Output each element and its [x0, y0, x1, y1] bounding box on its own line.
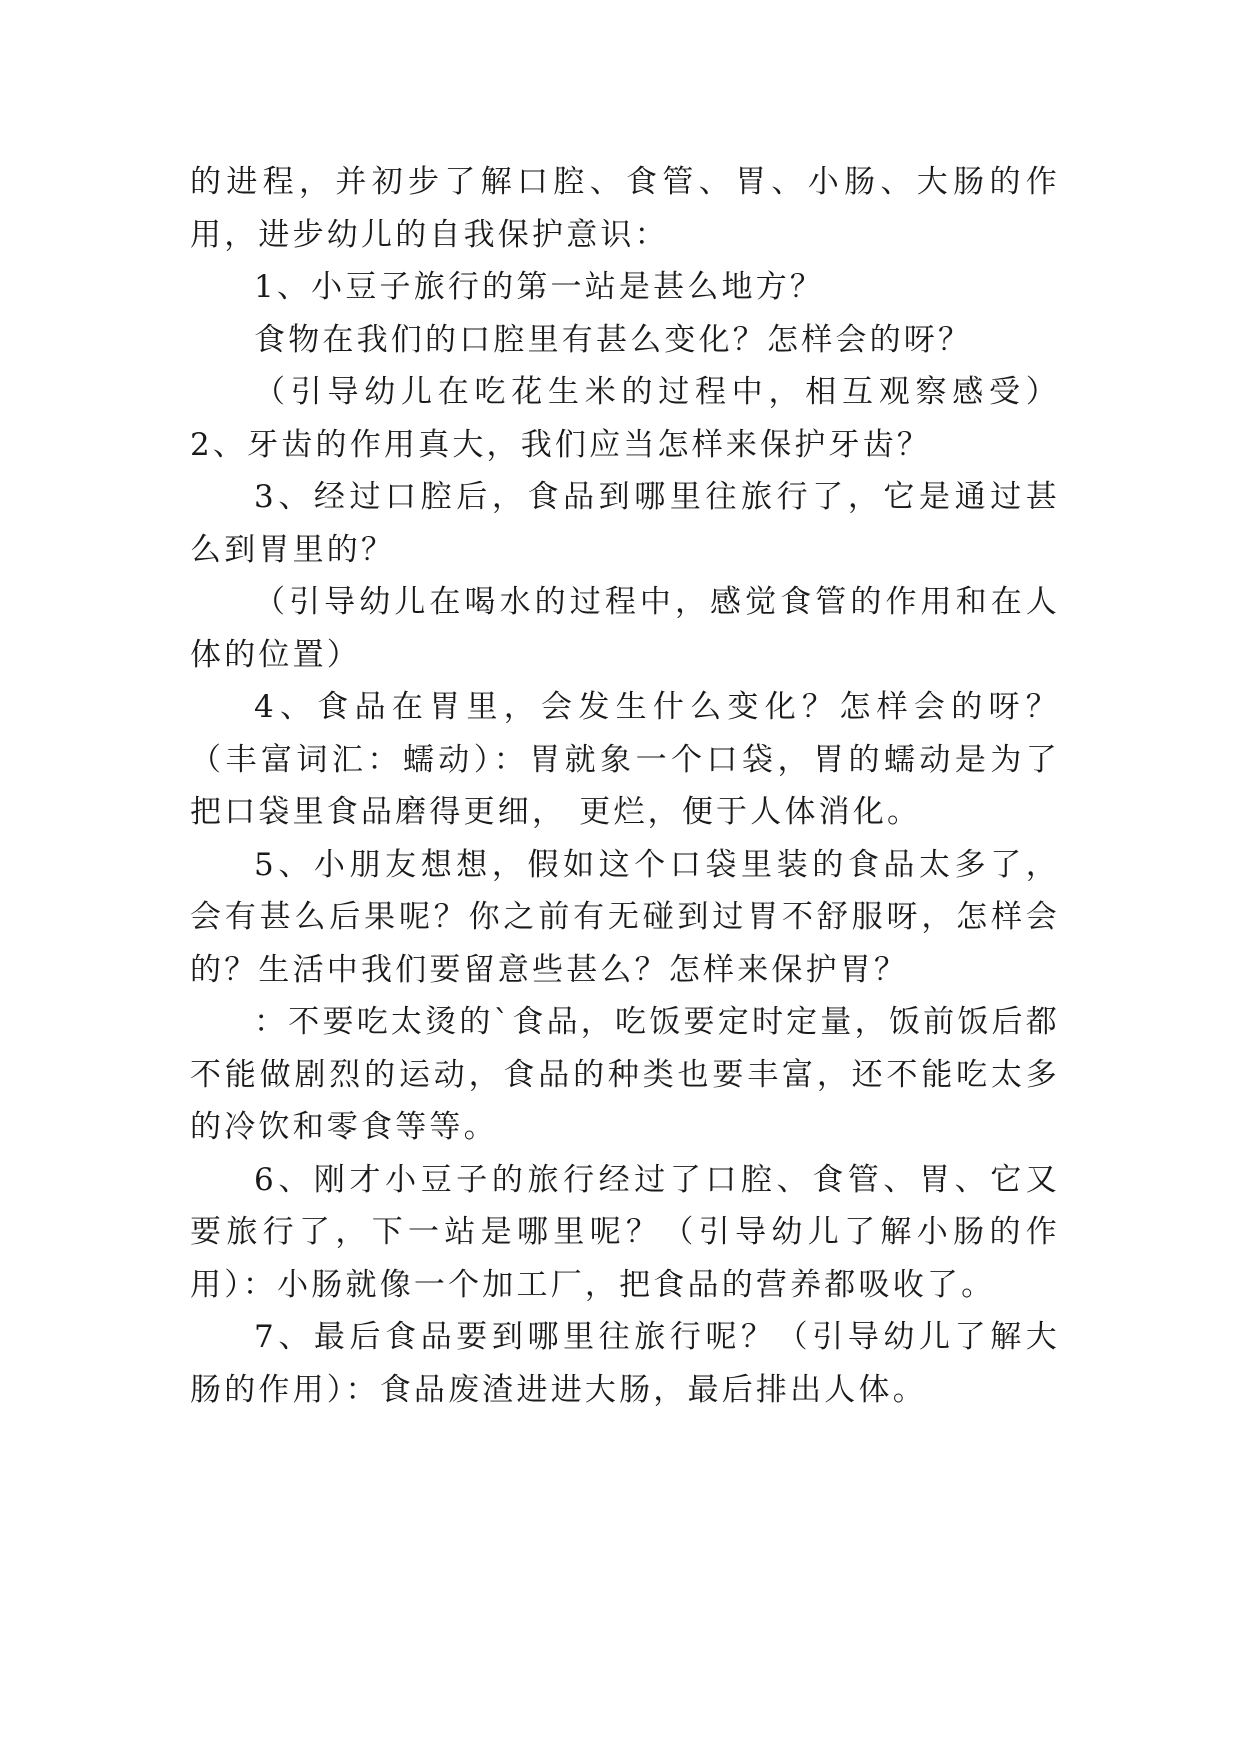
document-body — [190, 156, 1060, 1416]
paragraph-6: （引导幼儿在喝水的过程中，感觉食管的作用和在人体的位置） — [190, 584, 1060, 673]
paragraph-2: 1、小豆子旅行的第一站是甚么地方？ — [254, 269, 825, 305]
paragraph-8: 5、小朋友想想，假如这个口袋里装的食品太多了，会有甚么后果呢？你之前有无碰到过胃不舒服呀，怎样会的？生活中我们要留意些甚么？怎样来保护胃？ — [190, 846, 1060, 988]
paragraph-11: 7、最后食品要到哪里往旅行呢？（引导幼儿了解大肠的作用）：食品废渣进进大肠，最后排出人体。 — [190, 1319, 1060, 1408]
paragraph-9: ：不要吃太烫的`食品，吃饭要定时定量，饭前饭后都不能做剧烈的运动，食品的种类也要丰富，还不能吃太多的冷饮和零食等等。 — [190, 1004, 1060, 1145]
paragraph-7: 4、食品在胃里，会发生什么变化？怎样会的呀？（丰富词汇：蠕动）：胃就象一个口袋，胃的蠕动是为了把口袋里食品磨得更细， 更烂，便于人体消化。 — [190, 689, 1060, 830]
paragraph-3: 食物在我们的口腔里有甚么变化？怎样会的呀？ — [254, 321, 973, 358]
paragraph-5: 3、经过口腔后，食品到哪里往旅行了，它是通过甚么到胃里的？ — [190, 479, 1060, 568]
paragraph-10: 6、刚才小豆子的旅行经过了口腔、食管、胃、它又要旅行了，下一站是哪里呢？（引导幼儿了解小肠的作用）：小肠就像一个加工厂，把食品的营养都吸收了。 — [190, 1161, 1060, 1303]
paragraph-1: 的进程，并初步了解口腔、食管、胃、小肠、大肠的作用，进步幼儿的自我保护意识： — [190, 164, 1060, 253]
paragraph-4: （引导幼儿在吃花生米的过程中，相互观察感受）2、牙齿的作用真大，我们应当怎样来保护牙齿？ — [190, 374, 1060, 463]
